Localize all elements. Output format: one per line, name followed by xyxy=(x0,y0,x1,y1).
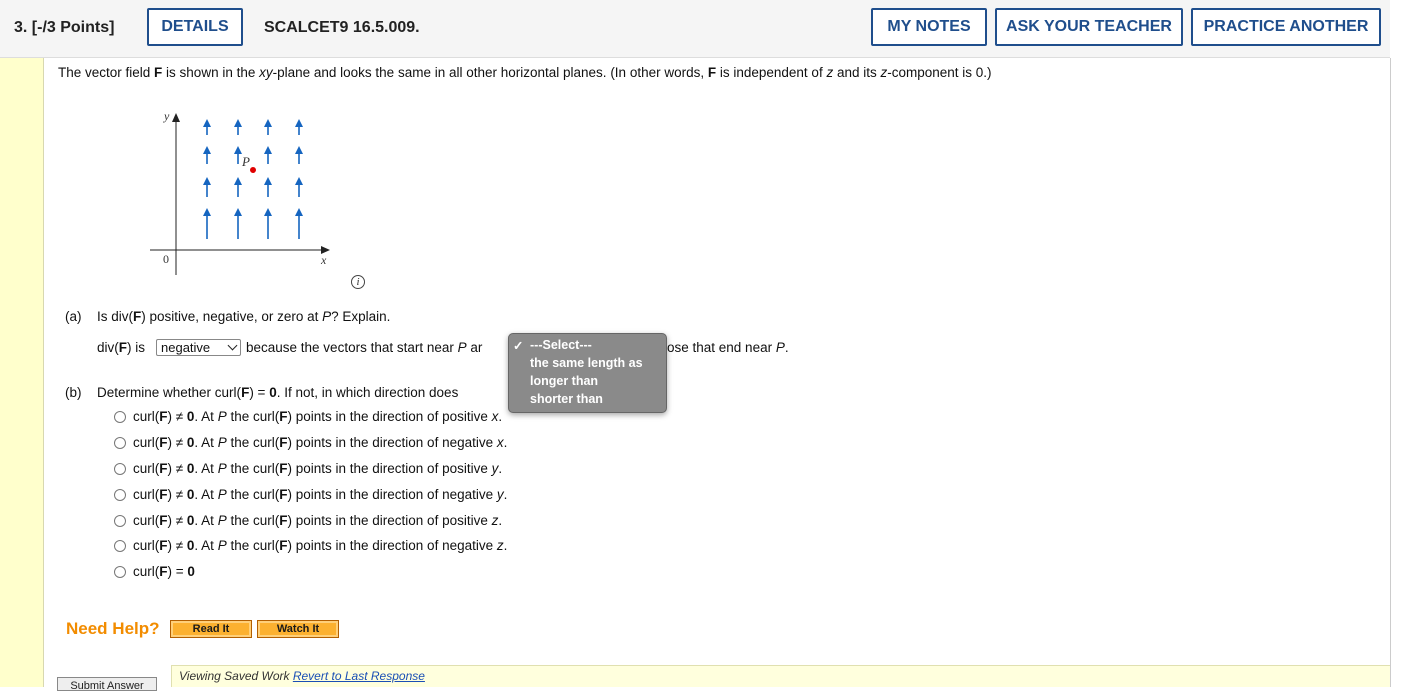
saved-work-bar xyxy=(171,665,1390,687)
curl-option-label: curl(F) ≠ 0. At P the curl(F) points in the direction of positive x. xyxy=(133,409,503,424)
read-it-button[interactable]: Read It xyxy=(170,620,252,638)
question-header xyxy=(0,0,1390,58)
div-answer-prefix: div(F) is xyxy=(97,340,146,355)
point-p-label: P xyxy=(242,154,250,169)
chevron-down-icon xyxy=(228,341,238,351)
part-a-question: Is div(F) positive, negative, or zero at P? Explain. xyxy=(97,309,391,324)
viewing-saved-text: Viewing Saved Work Revert to Last Response xyxy=(179,669,425,683)
curl-option-radio[interactable] xyxy=(114,463,126,475)
curl-option-radio[interactable] xyxy=(114,489,126,501)
checkmark-icon: ✓ xyxy=(513,339,524,353)
length-dropdown-menu[interactable] xyxy=(508,333,667,413)
because-text: because the vectors that start near P ar xyxy=(246,340,483,355)
intro-text: The vector field F is shown in the xy-plane and looks the same in all other horizontal planes. (In other words, F is independent of z and its z-component is 0.) xyxy=(58,65,992,80)
curl-option-radio[interactable] xyxy=(114,540,126,552)
curl-option-radio[interactable] xyxy=(114,515,126,527)
content-border xyxy=(1390,58,1391,687)
part-a-label: (a) xyxy=(65,309,82,324)
part-b-question: Determine whether curl(F) = 0. If not, in which direction does xyxy=(97,385,459,400)
curl-zero-label: curl(F) = 0 xyxy=(133,564,195,579)
part-b-label: (b) xyxy=(65,385,82,400)
curl-option-label: curl(F) ≠ 0. At P the curl(F) points in the direction of positive z. xyxy=(133,513,503,528)
dropdown-option[interactable]: ---Select--- xyxy=(530,338,592,352)
left-status-bar xyxy=(0,58,44,687)
info-icon[interactable]: i xyxy=(351,275,365,289)
dropdown-option[interactable]: longer than xyxy=(530,374,599,388)
vector-field-figure xyxy=(140,100,380,300)
revert-link[interactable]: Revert to Last Response xyxy=(292,669,425,683)
origin-label: 0 xyxy=(163,252,169,266)
x-axis-label: x xyxy=(321,253,327,267)
dropdown-option[interactable]: the same length as xyxy=(530,356,643,370)
submit-answer-button[interactable]: Submit Answer xyxy=(57,677,157,691)
div-sign-select[interactable]: negative xyxy=(156,339,241,356)
dropdown-option[interactable]: shorter than xyxy=(530,392,603,406)
curl-zero-radio[interactable] xyxy=(114,566,126,578)
curl-option-radio[interactable] xyxy=(114,437,126,449)
curl-option-label: curl(F) ≠ 0. At P the curl(F) points in the direction of negative x. xyxy=(133,435,508,450)
curl-option-label: curl(F) ≠ 0. At P the curl(F) points in the direction of negative y. xyxy=(133,487,508,502)
y-axis-label: y xyxy=(164,109,170,123)
curl-option-radio[interactable] xyxy=(114,411,126,423)
question-code: SCALCET9 16.5.009. xyxy=(264,19,420,36)
ask-teacher-button[interactable]: ASK YOUR TEACHER xyxy=(995,8,1183,46)
curl-option-label: curl(F) ≠ 0. At P the curl(F) points in the direction of positive y. xyxy=(133,461,503,476)
because-tail-text: ose that end near P. xyxy=(667,340,789,355)
details-button[interactable]: DETAILS xyxy=(147,8,243,46)
question-number: 3. [-/3 Points] xyxy=(14,19,115,36)
point-p-marker xyxy=(250,167,256,173)
vector-arrows xyxy=(207,123,299,239)
need-help-label: Need Help? xyxy=(66,619,160,638)
watch-it-button[interactable]: Watch It xyxy=(257,620,339,638)
practice-another-button[interactable]: PRACTICE ANOTHER xyxy=(1191,8,1381,46)
my-notes-button[interactable]: MY NOTES xyxy=(871,8,987,46)
curl-option-label: curl(F) ≠ 0. At P the curl(F) points in the direction of negative z. xyxy=(133,538,508,553)
